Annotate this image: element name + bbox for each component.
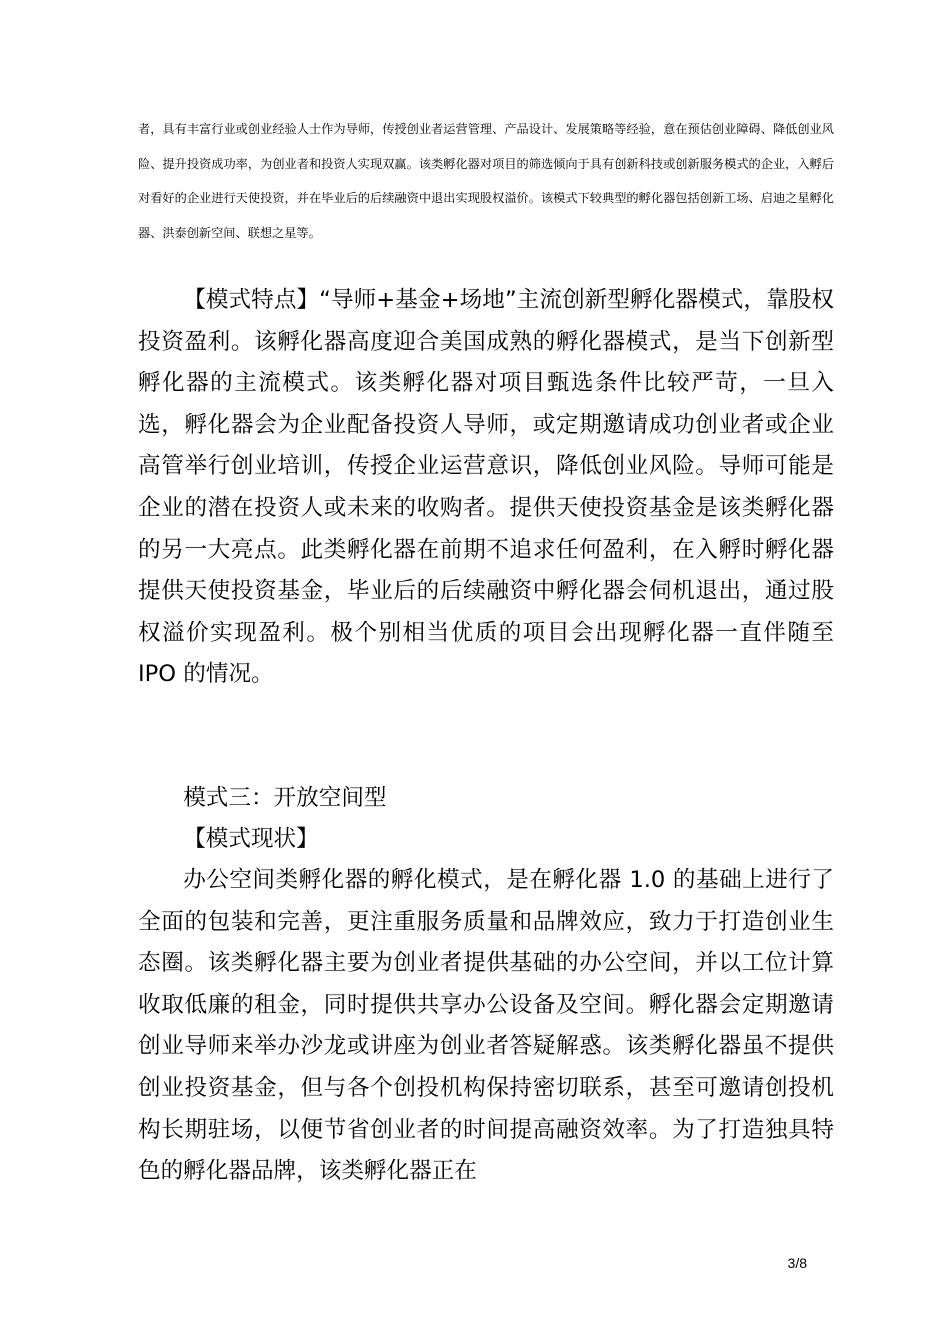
page-number: 3/8 bbox=[787, 1255, 807, 1271]
paragraph-previous-continued: 者，具有丰富行业或创业经验人士作为导师，传授创业者运营管理、产品设计、发展策略等经验，意在预估创业障碍、降低创业风险、提升投资成功率，为创业者和投资人实现双赢。该类孵化器对项目的筛选倾向于具有创新科技或创新服务模式的企业，入孵后对看好的企业进行天使投资，并在毕业后的后续融资中退出实现股权溢价。该模式下较典型的孵化器包括创新工场、启迪之星孵化器、洪泰创新空间、联想之星等。 bbox=[138, 122, 834, 240]
paragraph-mode-status: 办公空间类孵化器的孵化模式，是在孵化器 1.0 的基础上进行了全面的包装和完善，更注重服务质量和品牌效应，致力于打造创业生态圈。该类孵化器主要为创业者提供基础的办公空间，并以工位计算收取低廉的租金，同时提供共享办公设备及空间。孵化器会定期邀请创业导师来举办沙龙或讲座为创业者答疑解惑。该类孵化器虽不提供创业投资基金，但与各个创投机构保持密切联系，甚至可邀请创投机构长期驻场，以便节省创业者的时间提高融资效率。为了打造独具特色的孵化器品牌，该类孵化器正在 bbox=[138, 867, 834, 1185]
section-heading-mode-three: 模式三：开放空间型 bbox=[183, 785, 387, 811]
subheading-mode-status: 【模式现状】 bbox=[183, 826, 319, 852]
paragraph-mode-features: 【模式特点】“导师+基金+场地”主流创新型孵化器模式，靠股权投资盈利。该孵化器高度迎合美国成熟的孵化器模式，是当下创新型孵化器的主流模式。该类孵化器对项目甄选条件比较严苛，一旦入选，孵化器会为企业配备投资人导师，或定期邀请成功创业者或企业高管举行创业培训，传授企业运营意识，降低创业风险。导师可能是企业的潜在投资人或未来的收购者。提供天使投资基金是该类孵化器的另一大亮点。此类孵化器在前期不追求任何盈利，在入孵时孵化器提供天使投资基金，毕业后的后续融资中孵化器会伺机退出，通过股权溢价实现盈利。极个别相当优质的项目会出现孵化器一直伴随至 IPO 的情况。 bbox=[138, 287, 834, 688]
